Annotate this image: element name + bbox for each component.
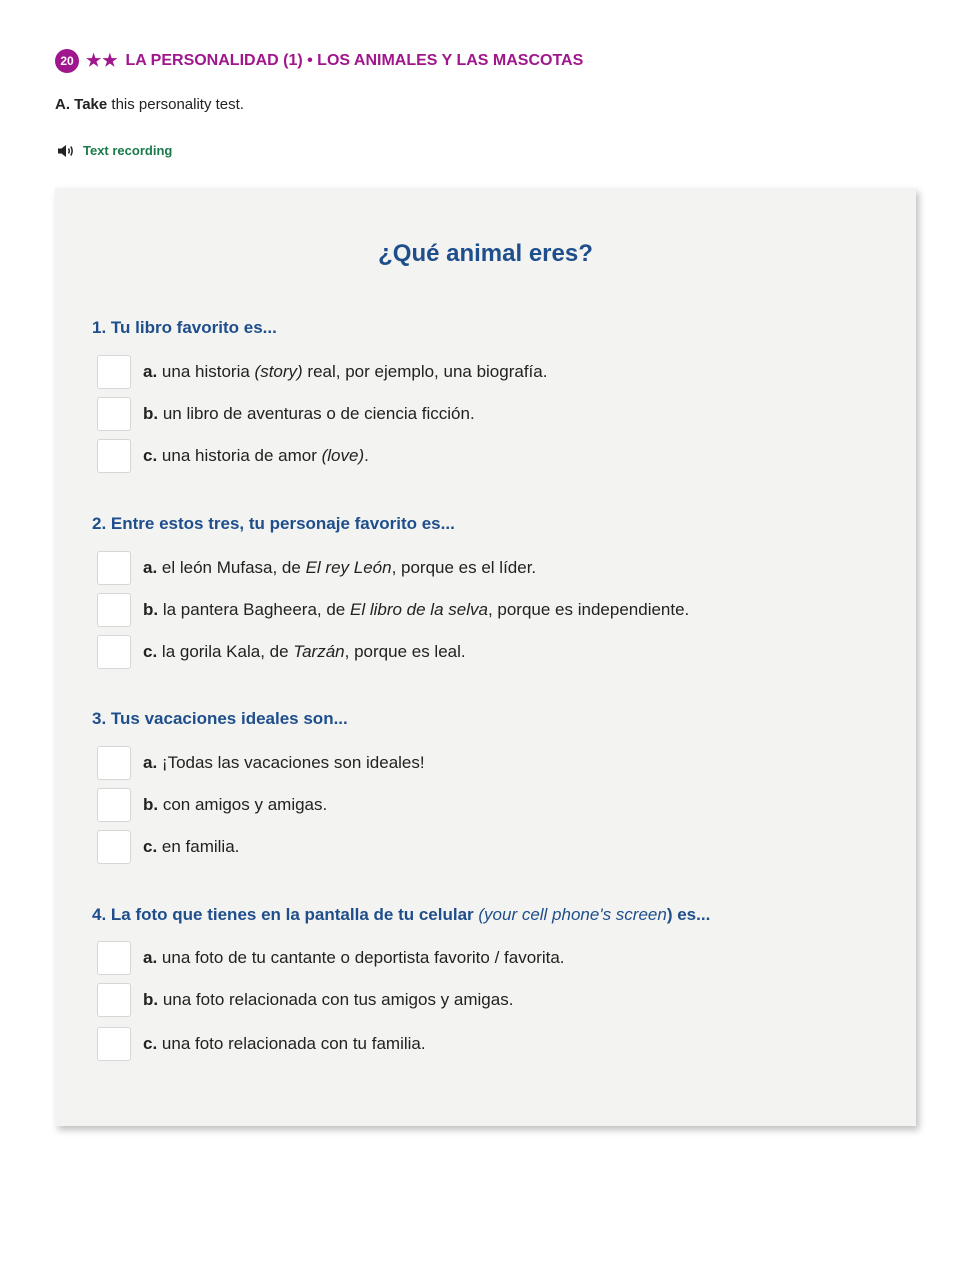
checkbox[interactable]: [97, 635, 131, 669]
option-text: a. una historia (story) real, por ejemplo, una biografía.: [143, 362, 548, 381]
exercise-number-badge: 20: [55, 49, 79, 73]
option-text: a. el león Mufasa, de El rey León, porque es el líder.: [143, 558, 537, 577]
option-3a[interactable]: [97, 745, 425, 781]
checkbox[interactable]: [97, 983, 131, 1017]
option-text: c. en familia.: [143, 837, 240, 856]
checkbox[interactable]: [97, 439, 131, 473]
option-4a[interactable]: [97, 940, 565, 976]
difficulty-stars: ★★: [86, 51, 119, 70]
option-text: a. ¡Todas las vacaciones son ideales!: [143, 753, 425, 772]
option-2c[interactable]: [97, 634, 466, 670]
option-4b[interactable]: [97, 982, 513, 1018]
checkbox[interactable]: [97, 1027, 131, 1061]
option-3c[interactable]: [97, 829, 239, 865]
checkbox[interactable]: [97, 355, 131, 389]
checkbox[interactable]: [97, 746, 131, 780]
option-text: a. una foto de tu cantante o deportista favorito / favorita.: [143, 948, 565, 967]
instruction-bold: A. Take: [55, 96, 108, 113]
option-text: c. una historia de amor (love).: [143, 446, 369, 465]
question-2: 2. Entre estos tres, tu personaje favorito es...: [92, 514, 455, 533]
option-text: b. con amigos y amigas.: [143, 795, 328, 814]
option-1c[interactable]: [97, 438, 369, 474]
question-1: 1. Tu libro favorito es...: [92, 318, 277, 337]
quiz-title: ¿Qué animal eres?: [378, 240, 593, 267]
checkbox[interactable]: [97, 551, 131, 585]
option-text: b. un libro de aventuras o de ciencia ficción.: [143, 404, 475, 423]
checkbox[interactable]: [97, 830, 131, 864]
checkbox[interactable]: [97, 593, 131, 627]
quiz-card: [55, 188, 916, 1126]
instruction-rest: this personality test.: [107, 96, 244, 113]
audio-link[interactable]: [57, 143, 172, 158]
instruction-text: [55, 96, 244, 113]
option-4c[interactable]: [97, 1026, 426, 1062]
option-text: c. una foto relacionada con tu familia.: [143, 1034, 426, 1053]
option-text: c. la gorila Kala, de Tarzán, porque es leal.: [143, 642, 466, 661]
option-2b[interactable]: [97, 592, 689, 628]
speaker-icon: [57, 144, 75, 158]
option-1b[interactable]: [97, 396, 475, 432]
option-3b[interactable]: [97, 787, 327, 823]
option-text: b. una foto relacionada con tus amigos y amigas.: [143, 990, 514, 1009]
question-4: 4. La foto que tienes en la pantalla de tu celular (your cell phone's screen) es...: [92, 905, 711, 924]
section-title: LA PERSONALIDAD (1) • LOS ANIMALES Y LAS MASCOTAS: [125, 52, 584, 69]
checkbox[interactable]: [97, 788, 131, 822]
option-2a[interactable]: [97, 550, 536, 586]
checkbox[interactable]: [97, 397, 131, 431]
checkbox[interactable]: [97, 941, 131, 975]
section-header: [55, 49, 583, 73]
question-3: 3. Tus vacaciones ideales son...: [92, 709, 348, 728]
option-1a[interactable]: [97, 354, 547, 390]
option-text: b. la pantera Bagheera, de El libro de la selva, porque es independiente.: [143, 600, 690, 619]
audio-label[interactable]: Text recording: [83, 143, 173, 158]
